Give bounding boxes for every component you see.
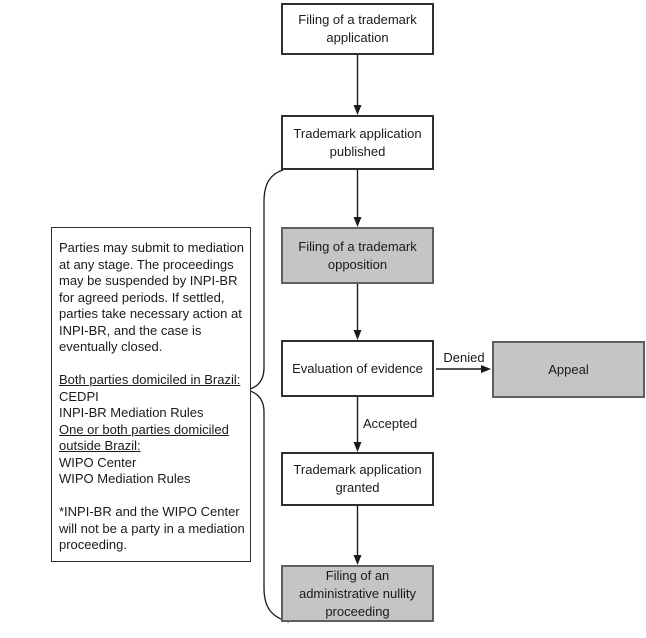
note-line-inpi-rules: INPI-BR Mediation Rules: [59, 405, 204, 420]
note-paragraph-mediation: Parties may submit to mediation at any stage. The proceedings may be suspended by INPI-BR for agreed periods. If settled, parties take necessary action at INPI-BR, and the case is eventually closed.: [59, 240, 244, 354]
node-opposition: [281, 227, 434, 284]
node-published-label: Trademark application published: [293, 125, 422, 159]
mediation-note-box: [51, 227, 251, 562]
note-heading-domiciled-brazil: Both parties domiciled in Brazil:: [59, 372, 241, 387]
node-evaluation-label: Evaluation of evidence: [292, 360, 423, 376]
edge-label-denied: Denied: [443, 350, 485, 365]
node-filing-application: [281, 3, 434, 55]
note-line-wipo-center: WIPO Center: [59, 454, 137, 470]
note-line-wipo-rules: WIPO Mediation Rules: [59, 471, 191, 486]
node-opposition-label: Filing of a trademark opposition: [298, 238, 417, 272]
node-granted: [281, 452, 434, 506]
node-nullity-label: Filing of an administrative nullity proceeding: [298, 567, 417, 619]
note-heading-domiciled-outside: One or both parties domiciled outside Brazil:: [59, 421, 229, 453]
node-published: [281, 115, 434, 170]
edge-label-accepted: Accepted: [363, 416, 418, 431]
node-filing-application-label: Filing of a trademark application: [298, 12, 417, 45]
node-granted-label: Trademark application granted: [293, 462, 422, 495]
node-appeal-label: Appeal: [548, 361, 589, 377]
node-appeal: [492, 341, 645, 398]
note-line-cedpi: CEDPI: [59, 388, 99, 404]
node-evaluation: [281, 340, 434, 397]
note-footnote: *INPI-BR and the WIPO Center will not be a party in a mediation proceeding.: [59, 504, 245, 552]
node-nullity: [281, 565, 434, 622]
